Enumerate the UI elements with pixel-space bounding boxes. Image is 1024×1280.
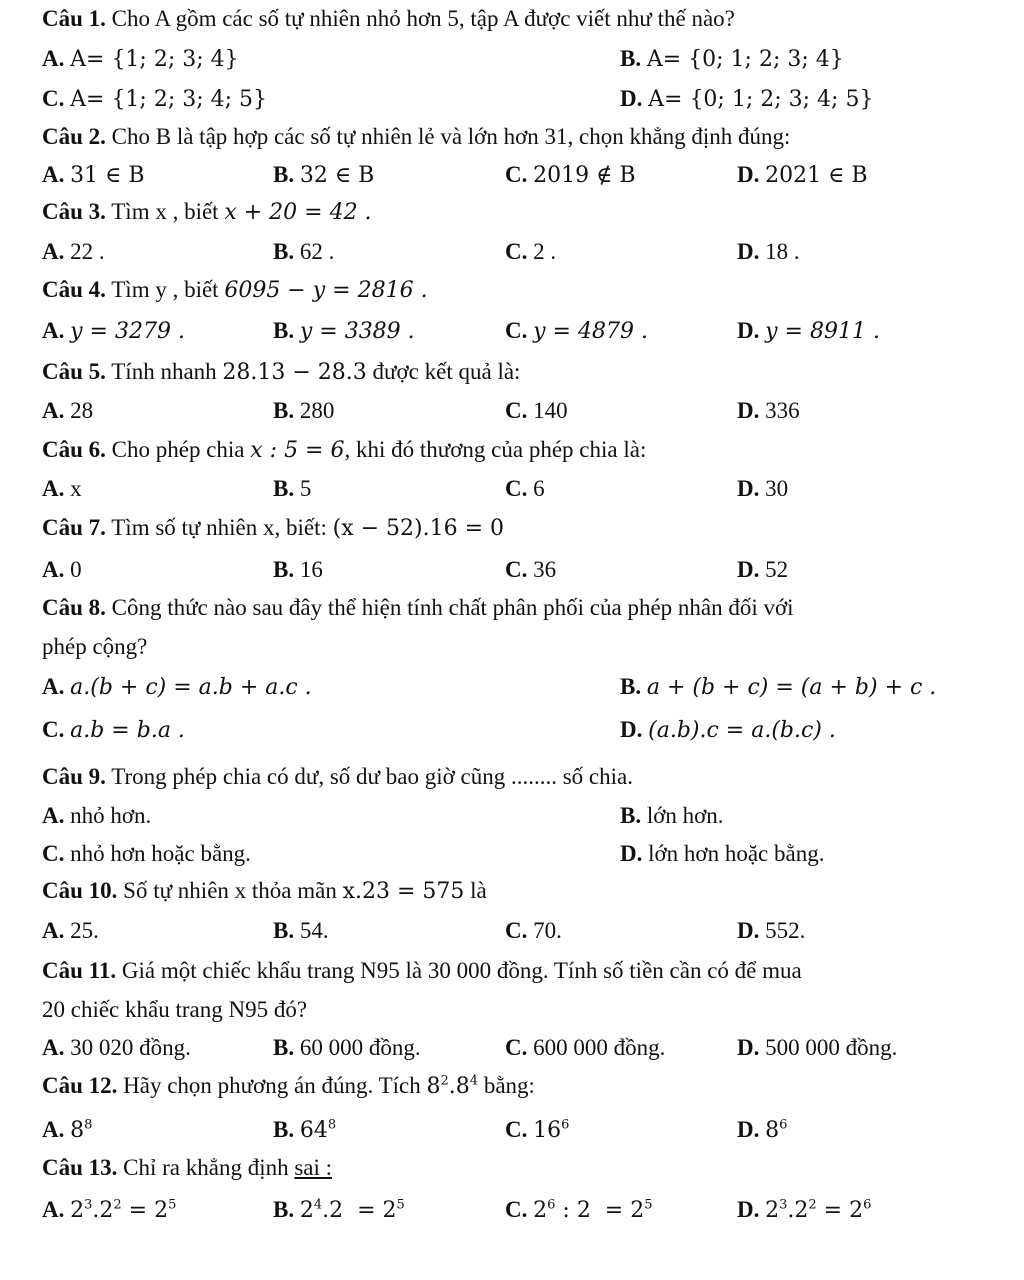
q12-option-d[interactable]: D. $8^6$ [737,1117,788,1143]
q4-option-d[interactable]: D. y = 8911 . [737,318,880,344]
q10-option-a[interactable]: A. 25. [42,918,99,943]
question-7: Câu 7. Tìm số tự nhiên x, biết: (x − 52).16 = 0 [42,515,505,541]
q9-option-c[interactable]: C. nhỏ hơn hoặc bằng. [42,841,251,866]
question-number: Câu 1. [42,6,106,31]
question-11: Câu 11. Giá một chiếc khẩu trang N95 là 30 000 đồng. Tính số tiền cần có để mua [42,958,802,983]
q5-option-b[interactable]: B. 280 [273,398,335,423]
question-8-line2: phép cộng? [42,634,148,659]
q4-option-a[interactable]: A. y = 3279 . [42,318,185,344]
q6-option-d[interactable]: D. 30 [737,476,789,501]
q12-option-c[interactable]: C. $16^6$ [505,1117,570,1143]
question-text: Cho A gồm các số tự nhiên nhỏ hơn 5, tập A được viết như thế nào? [111,6,735,31]
q3-option-a[interactable]: A. 22 . [42,239,105,264]
q2-option-a[interactable]: A. 31 ∈ B [42,162,145,188]
question-3: Câu 3. Tìm x , biết x + 20 = 42 . [42,199,372,225]
q13-option-b[interactable]: B. $2^4.2 = 2^5$ [273,1197,405,1223]
question-5: Câu 5. Tính nhanh 28.13 − 28.3 được kết quả là: [42,359,521,385]
q2-option-b[interactable]: B. 32 ∈ B [273,162,375,188]
q8-option-c[interactable]: C. a.b = b.a . [42,717,185,743]
q1-option-b[interactable]: B. A= {0; 1; 2; 3; 4} [620,46,844,72]
q12-option-a[interactable]: A. $8^8$ [42,1117,93,1143]
q1-option-d[interactable]: D. A= {0; 1; 2; 3; 4; 5} [620,86,874,112]
q3-option-d[interactable]: D. 18 . [737,239,800,264]
q9-option-b[interactable]: B. lớn hơn. [620,803,724,828]
q1-option-c[interactable]: C. A= {1; 2; 3; 4; 5} [42,86,268,112]
q8-option-d[interactable]: D. (a.b).c = a.(b.c) . [620,717,836,743]
q10-option-c[interactable]: C. 70. [505,918,562,943]
q9-option-a[interactable]: A. nhỏ hơn. [42,803,152,828]
question-2: Câu 2. Cho B là tập hợp các số tự nhiên lẻ và lớn hơn 31, chọn khẳng định đúng: [42,124,791,149]
q2-option-d[interactable]: D. 2021 ∈ B [737,162,868,188]
question-6: Câu 6. Cho phép chia x : 5 = 6, khi đó thương của phép chia là: [42,437,647,463]
q12-option-b[interactable]: B. $64^8$ [273,1117,337,1143]
q6-option-a[interactable]: A. x [42,476,82,501]
q7-option-a[interactable]: A. 0 [42,557,82,582]
q7-option-d[interactable]: D. 52 [737,557,789,582]
q9-option-d[interactable]: D. lớn hơn hoặc bằng. [620,841,825,866]
question-12: Câu 12. Hãy chọn phương án đúng. Tích $8^2.8^4$ bằng: [42,1073,535,1099]
question-4: Câu 4. Tìm y , biết 6095 − y = 2816 . [42,277,428,303]
q13-option-c[interactable]: C. $2^6$ : $2 = 2^5$ [505,1197,653,1223]
q3-option-c[interactable]: C. 2 . [505,239,557,264]
question-13: Câu 13. Chỉ ra khẳng định sai : [42,1155,333,1180]
q13-option-a[interactable]: A. $2^3.2^2 = 2^5$ [42,1197,177,1223]
q6-option-b[interactable]: B. 5 [273,476,312,501]
q8-option-a[interactable]: A. a.(b + c) = a.b + a.c . [42,674,312,700]
q10-option-d[interactable]: D. 552. [737,918,806,943]
q11-option-b[interactable]: B. 60 000 đồng. [273,1035,421,1060]
q11-option-d[interactable]: D. 500 000 đồng. [737,1035,898,1060]
q11-option-c[interactable]: C. 600 000 đồng. [505,1035,666,1060]
q4-option-c[interactable]: C. y = 4879 . [505,318,648,344]
question-11-line2: 20 chiếc khẩu trang N95 đó? [42,997,308,1022]
q6-option-c[interactable]: C. 6 [505,476,545,501]
question-1 [42,6,735,32]
q2-option-c[interactable]: C. 2019 ∉ B [505,162,636,188]
question-10: Câu 10. Số tự nhiên x thỏa mãn x.23 = 575 là [42,878,487,904]
question-9: Câu 9. Trong phép chia có dư, số dư bao giờ cũng ........ số chia. [42,764,633,789]
q5-option-d[interactable]: D. 336 [737,398,800,423]
q3-option-b[interactable]: B. 62 . [273,239,335,264]
q7-option-c[interactable]: C. 36 [505,557,557,582]
q11-option-a[interactable]: A. 30 020 đồng. [42,1035,191,1060]
q7-option-b[interactable]: B. 16 [273,557,323,582]
q10-option-b[interactable]: B. 54. [273,918,329,943]
q4-option-b[interactable]: B. y = 3389 . [273,318,415,344]
q5-option-c[interactable]: C. 140 [505,398,568,423]
q1-option-a[interactable]: A. A= {1; 2; 3; 4} [42,46,239,72]
q5-option-a[interactable]: A. 28 [42,398,94,423]
q8-option-b[interactable]: B. a + (b + c) = (a + b) + c . [620,674,937,700]
q13-option-d[interactable]: D. $2^3.2^2 = 2^6$ [737,1197,872,1223]
question-8: Câu 8. Công thức nào sau đây thể hiện tính chất phân phối của phép nhân đối với [42,595,794,620]
